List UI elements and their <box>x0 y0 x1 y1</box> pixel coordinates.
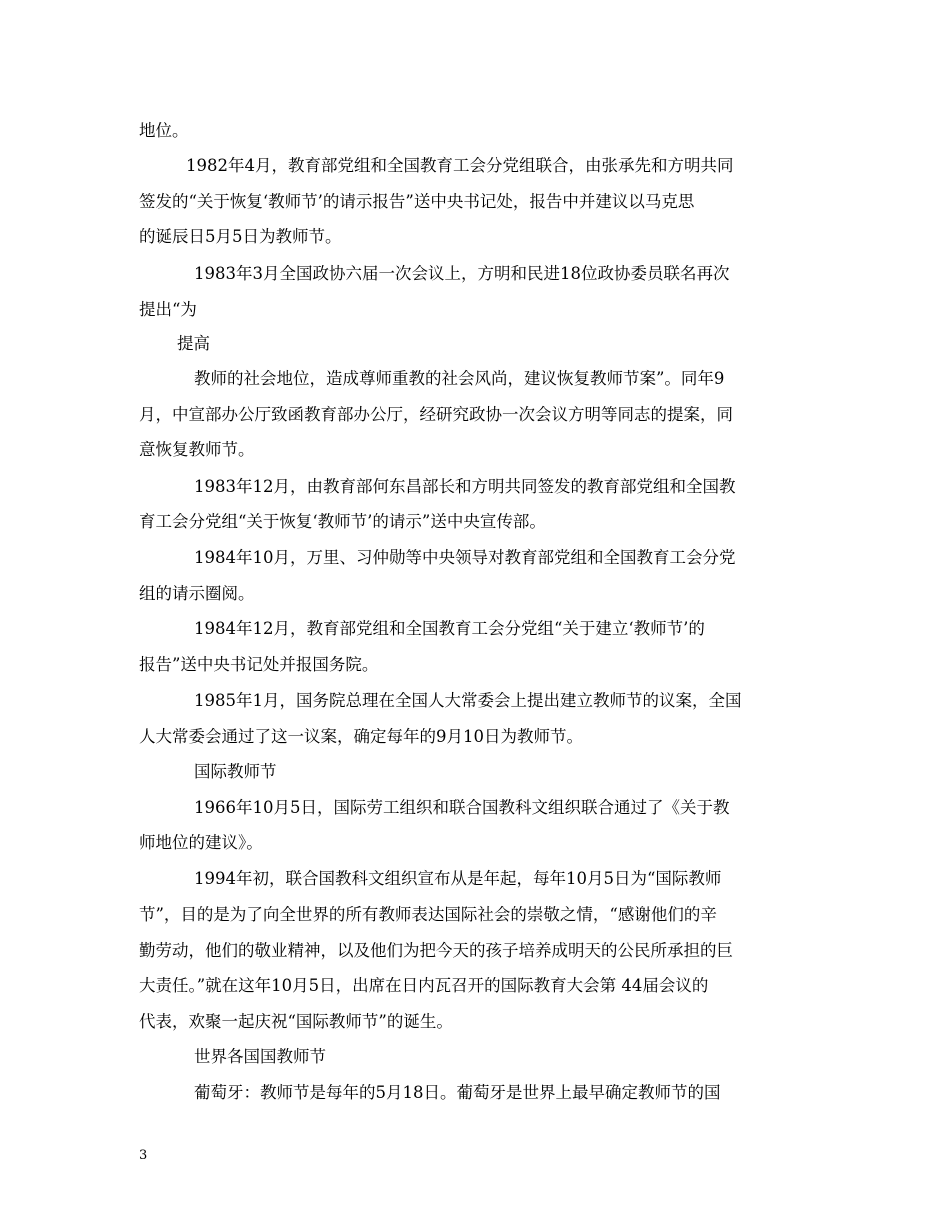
text-line: 意恢复教师节。 <box>139 440 255 459</box>
text-line: 1985年1月，国务院总理在全国人大常委会上提出建立教师节的议案，全国 <box>194 691 742 710</box>
text-line: 1983年12月，由教育部何东昌部长和方明共同签发的教育部党组和全国教 <box>194 477 736 496</box>
text-line: 1983年3月全国政协六届一次会议上，方明和民进18位政协委员联名再次 <box>194 264 730 283</box>
text-line: 地位。 <box>139 121 189 140</box>
text-line: 教师的社会地位，造成尊师重教的社会风尚，建议恢复教师节案”。同年9 <box>194 369 725 388</box>
text-line: 1984年12月，教育部党组和全国教育工会分党组“关于建立‘教师节’的 <box>194 619 705 638</box>
text-line: 育工会分党组“关于恢复‘教师节’的请示”送中央宣传部。 <box>139 512 546 531</box>
text-line: 1984年10月，万里、习仲勋等中央领导对教育部党组和全国教育工会分党 <box>194 548 736 567</box>
text-line: 人大常委会通过了这一议案，确定每年的9月10日为教师节。 <box>139 727 583 746</box>
text-line: 提出“为 <box>139 300 197 319</box>
text-line: 签发的“关于恢复‘教师节’的请示报告”送中央书记处，报告中并建议以马克思 <box>139 192 695 211</box>
text-line: 的诞辰日5月5日为教师节。 <box>139 227 342 246</box>
text-line: 1994年初，联合国教科文组织宣布从是年起，每年10月5日为“国际教师 <box>194 869 722 888</box>
section-heading: 国际教师节 <box>194 762 277 781</box>
page-number: 3 <box>139 1148 148 1163</box>
text-line: 代表，欢聚一起庆祝“国际教师节”的诞生。 <box>139 1012 453 1031</box>
text-line: 节”，目的是为了向全世界的所有教师表达国际社会的崇敬之情，“感谢他们的辛 <box>139 905 717 924</box>
text-line: 月，中宣部办公厅致函教育部办公厅，经研究政协一次会议方明等同志的提案，同 <box>139 405 733 424</box>
text-line: 1982年4月，教育部党组和全国教育工会分党组联合，由张承先和方明共同 <box>186 156 734 175</box>
text-line: 1966年10月5日，国际劳工组织和联合国教科文组织联合通过了《关于教 <box>194 798 730 817</box>
text-line: 组的请示圈阅。 <box>139 584 255 603</box>
section-heading: 世界各国国教师节 <box>194 1047 326 1066</box>
text-line: 报告”送中央书记处并报国务院。 <box>139 655 379 674</box>
text-line: 大责任。”就在这年10月5日，出席在日内瓦召开的国际教育大会第 44届会议的 <box>139 976 709 995</box>
text-line: 勤劳动，他们的敬业精神，以及他们为把今天的孩子培养成明天的公民所承担的巨 <box>139 941 733 960</box>
text-line: 提高 <box>177 334 210 353</box>
text-line: 师地位的建议》。 <box>139 833 263 852</box>
text-line: 葡萄牙：教师节是每年的5月18日。葡萄牙是世界上最早确定教师节的国 <box>194 1083 721 1102</box>
